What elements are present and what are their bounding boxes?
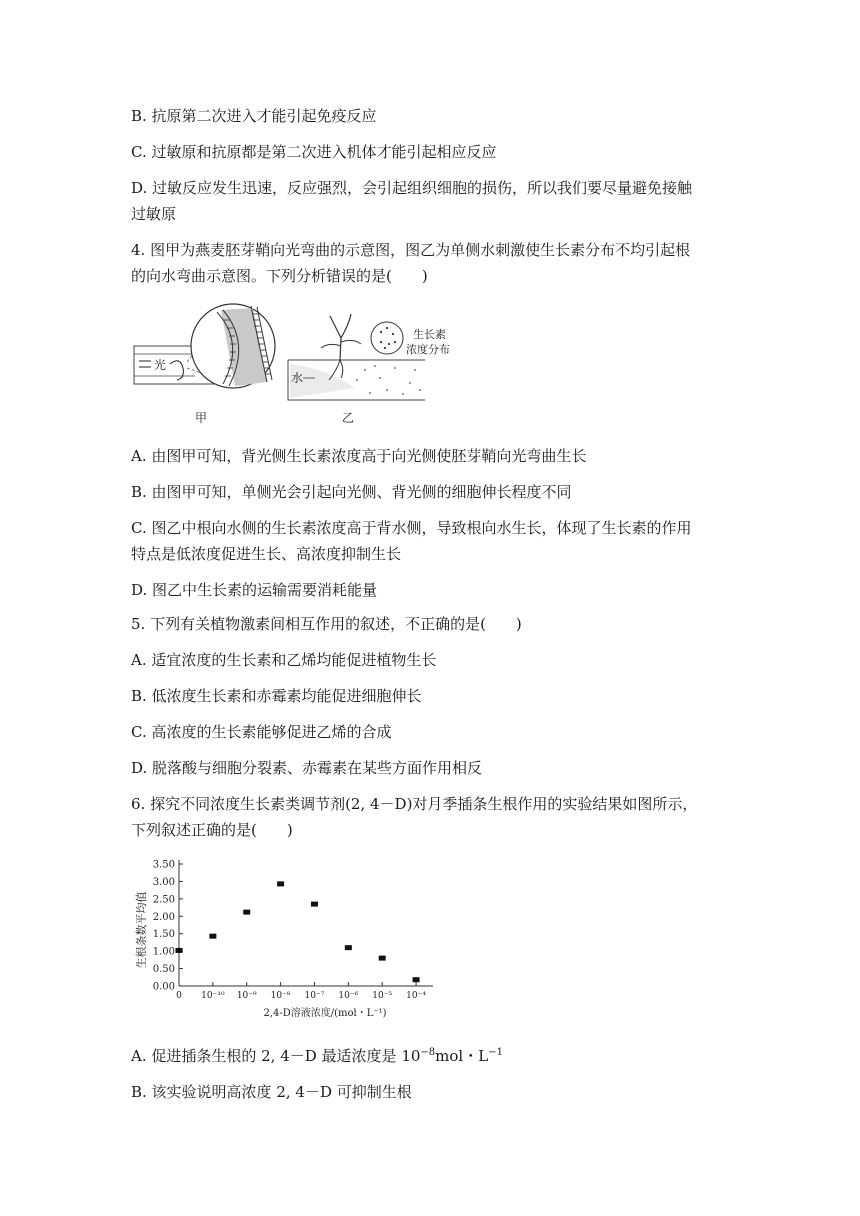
figure-yi-label: 乙 (342, 411, 355, 425)
auxin-label-line1: 生长素 (413, 328, 446, 341)
chart-x-tick-label: 10⁻⁹ (236, 991, 257, 1001)
q5-stem: 5. 下列有关植物激素间相互作用的叙述，不正确的是( ) (131, 615, 522, 633)
q3-option-d-line2: 过敏原 (131, 205, 177, 223)
q4-figure (125, 298, 465, 430)
chart-x-tick-label: 10⁻⁴ (406, 991, 426, 1001)
chart-data-point (277, 881, 284, 886)
q6-option-a-unit: mol・L (435, 1047, 489, 1065)
q5-option-c: C. 高浓度的生长素能够促进乙烯的合成 (131, 723, 392, 741)
chart-data-point (209, 934, 216, 939)
q4-stem-line1: 4. 图甲为燕麦胚芽鞘向光弯曲的示意图，图乙为单侧水刺激使生长素分布不均引起根 (131, 241, 691, 259)
q3-option-c: C. 过敏原和抗原都是第二次进入机体才能引起相应反应 (131, 143, 497, 161)
chart-x-tick-label: 0 (176, 991, 182, 1001)
chart-y-tick-label: 1.00 (152, 946, 175, 958)
chart-x-tick-label: 10⁻⁵ (372, 991, 393, 1001)
chart-y-tick-label: 0.50 (152, 964, 175, 976)
q4-stem-line2: 的向水弯曲示意图。下列分析错误的是( ) (131, 267, 428, 285)
q5-option-a: A. 适宜浓度的生长素和乙烯均能促进植物生长 (131, 651, 437, 669)
q4-option-c-line1: C. 图乙中根向水侧的生长素浓度高于背水侧，导致根向水生长，体现了生长素的作用 (131, 519, 692, 537)
chart-x-tick-label: 10⁻⁸ (270, 991, 291, 1001)
q6-option-a-text: A. 促进插条生根的 2, 4－D 最适浓度是 10 (131, 1047, 421, 1065)
q6-stem-line1: 6. 探究不同浓度生长素类调节剂(2, 4－D)对月季插条生根作用的实验结果如图所示， (131, 795, 698, 813)
chart-data-point (311, 902, 318, 907)
chart-y-tick-label: 2.00 (152, 911, 175, 923)
q4-option-d: D. 图乙中生长素的运输需要消耗能量 (131, 581, 378, 599)
light-label: 光 (154, 358, 167, 372)
q5-option-b: B. 低浓度生长素和赤霉素均能促进细胞伸长 (131, 687, 422, 705)
chart-y-axis-label: 生根条数平均值 (135, 891, 148, 969)
chart-x-tick-label: 10⁻⁶ (338, 991, 359, 1001)
figure-jia-label: 甲 (195, 411, 208, 425)
chart-data-point (379, 956, 386, 961)
chart-data-point (243, 910, 250, 915)
chart-y-tick-label: 3.50 (152, 859, 175, 871)
chart-x-tick-label: 10⁻¹⁰ (201, 991, 225, 1001)
chart-y-tick-label: 3.00 (152, 876, 175, 888)
chart-y-tick-label: 1.50 (152, 929, 175, 941)
chart-data-point (413, 977, 420, 982)
q4-option-b: B. 由图甲可知，单侧光会引起向光侧、背光侧的细胞伸长程度不同 (131, 483, 572, 501)
q6-chart (125, 852, 465, 1032)
q6-stem-line2: 下列叙述正确的是( ) (131, 821, 293, 839)
q6-option-a-exponent: −8 (420, 1047, 436, 1058)
water-label: 水 (291, 371, 304, 385)
q6-option-a-unit-exponent: −1 (488, 1047, 503, 1058)
figure-jia (134, 304, 275, 388)
auxin-label-line2: 浓度分布 (406, 343, 450, 356)
q5-option-d: D. 脱落酸与细胞分裂素、赤霉素在某些方面作用相反 (131, 759, 483, 777)
chart-data-point (176, 948, 183, 953)
q3-option-b: B. 抗原第二次进入才能引起免疫反应 (131, 107, 377, 125)
chart-x-tick-label: 10⁻⁷ (304, 991, 325, 1001)
q3-option-d-line1: D. 过敏反应发生迅速，反应强烈，会引起组织细胞的损伤，所以我们要尽量避免接触 (131, 179, 693, 197)
q6-option-a (131, 1046, 503, 1069)
chart-x-axis-label: 2,4-D溶液浓度/(mol・L⁻¹) (263, 1008, 387, 1019)
chart-y-tick-label: 0.00 (152, 981, 175, 993)
chart-data-point (345, 945, 352, 950)
q4-option-a: A. 由图甲可知，背光侧生长素浓度高于向光侧使胚芽鞘向光弯曲生长 (131, 447, 587, 465)
chart-y-tick-label: 2.50 (152, 894, 175, 906)
figure-yi (288, 314, 450, 400)
q4-option-c-line2: 特点是低浓度促进生长、高浓度抑制生长 (131, 545, 402, 563)
q6-option-b: B. 该实验说明高浓度 2, 4－D 可抑制生根 (131, 1083, 412, 1101)
